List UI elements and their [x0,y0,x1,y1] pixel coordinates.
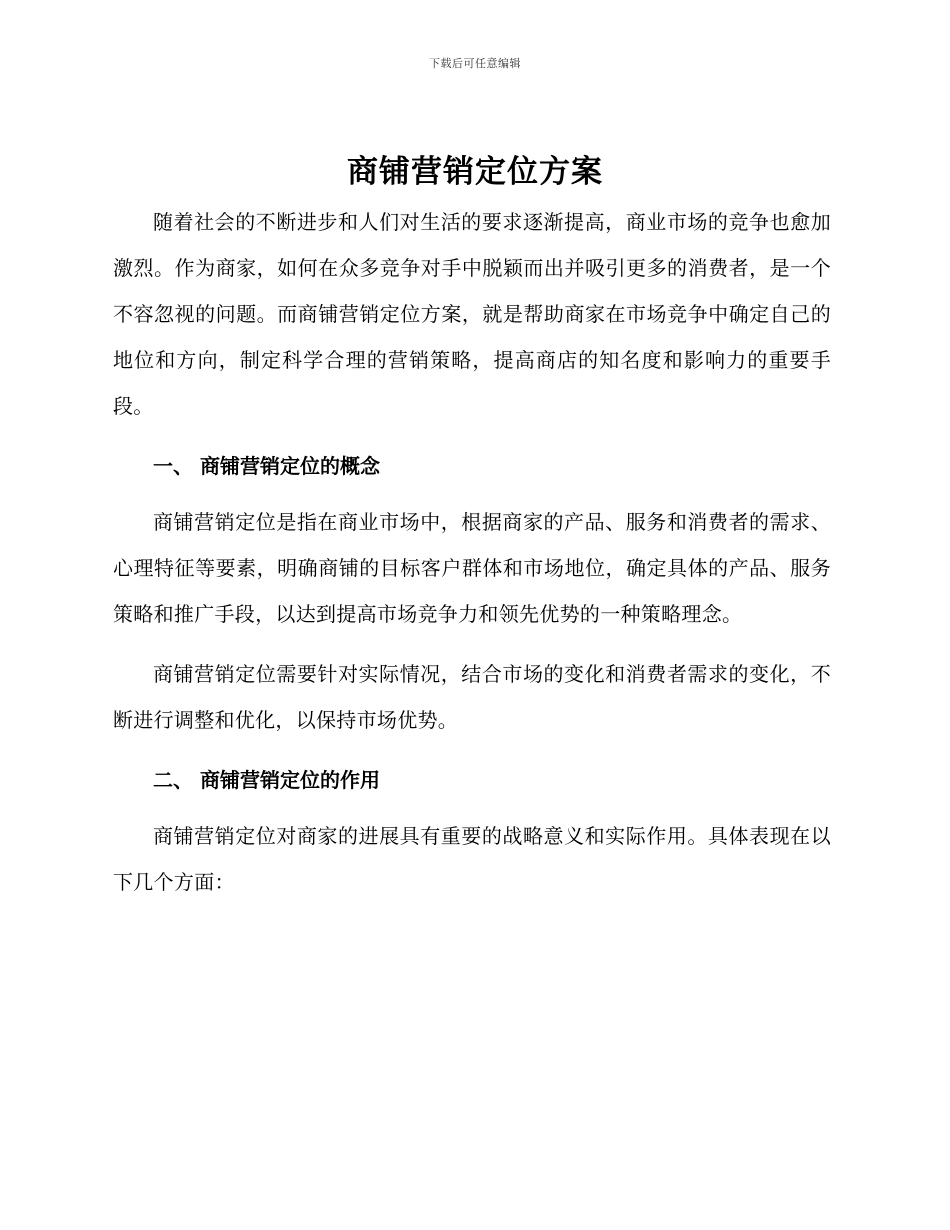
header-note: 下载后可任意编辑 [429,57,521,70]
section-heading-concept: 一、 商铺营销定位的概念 [153,454,380,478]
intro-paragraph: 随着社会的不断进步和人们对生活的要求逐渐提高，商业市场的竞争也愈加激烈。作为商家，如何在众多竞争对手中脱颖而出并吸引更多的消费者，是一个不容忽视的问题。而商铺营销定位方案，就是帮助商家在市场竞争中确定自己的地位和方向，制定科学合理的营销策略，提高商店的知名度和影响力的重要手段。 [113,210,831,418]
document-title: 商铺营销定位方案 [347,154,603,190]
concept-paragraph-2: 商铺营销定位需要针对实际情况，结合市场的变化和消费者需求的变化，不断进行调整和优化，以保持市场优势。 [113,662,831,732]
role-paragraph-1: 商铺营销定位对商家的进展具有重要的战略意义和实际作用。具体表现在以下几个方面： [113,824,831,894]
concept-paragraph-1: 商铺营销定位是指在商业市场中，根据商家的产品、服务和消费者的需求、心理特征等要素，明确商铺的目标客户群体和市场地位，确定具体的产品、服务策略和推广手段，以达到提高市场竞争力和领先优势的一种策略理念。 [113,510,831,626]
document-body [113,199,831,905]
section-heading-role: 二、 商铺营销定位的作用 [153,768,380,792]
